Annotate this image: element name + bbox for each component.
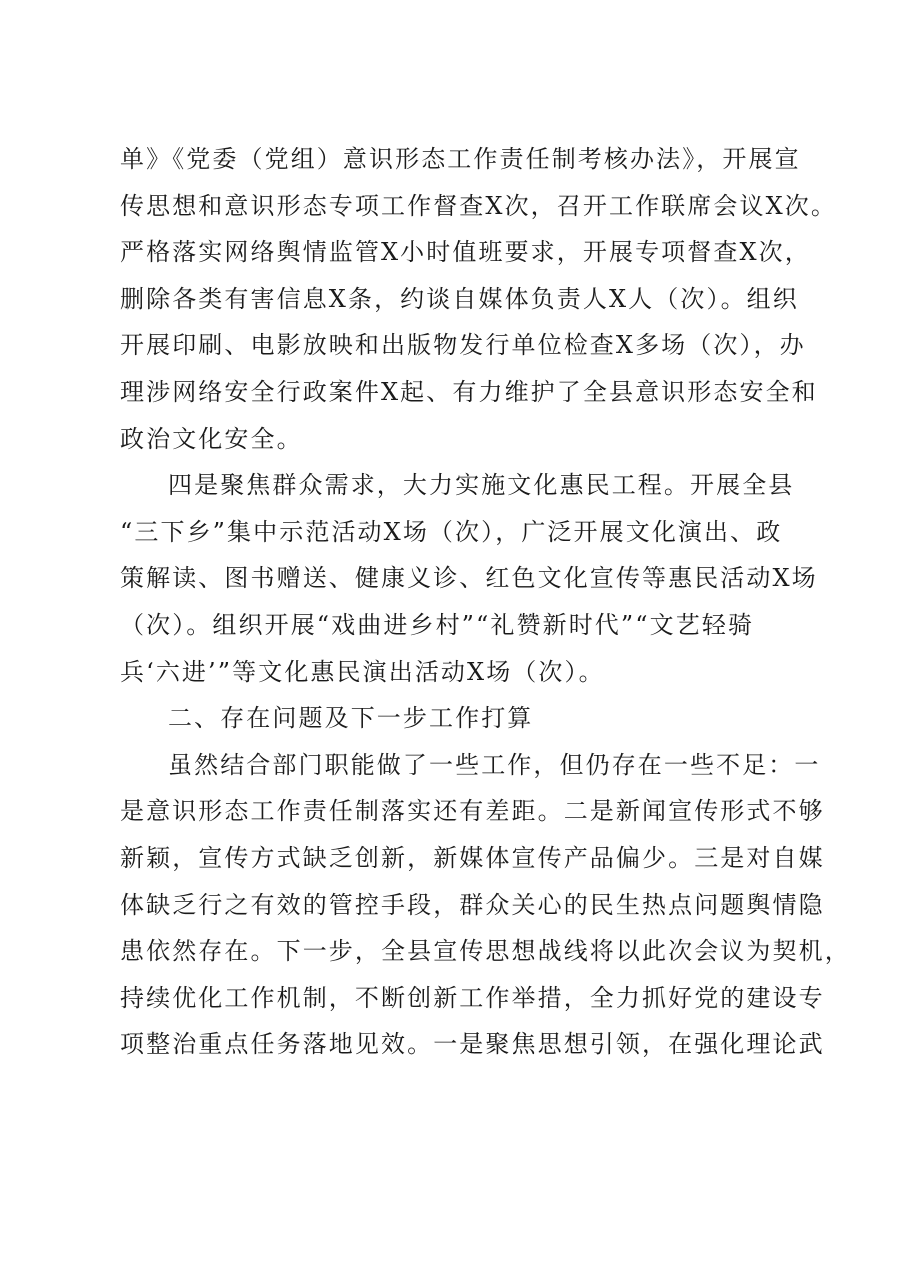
text-line: 新颖，宣传方式缺乏创新，新媒体宣传产品偏少。三是对自媒 xyxy=(120,843,825,872)
text-line: “三下乡”集中示范活动X场（次），广泛开展文化演出、政 xyxy=(120,517,783,546)
text-line: 政治文化安全。 xyxy=(120,424,303,453)
paragraph-first-line: 四是聚焦群众需求，大力实施文化惠民工程。开展全县 xyxy=(168,471,795,500)
text-line: 持续优化工作机制，不断创新工作举措，全力抓好党的建设专 xyxy=(120,983,825,1012)
text-line: 传思想和意识形态专项工作督查X次，召开工作联席会议X次。 xyxy=(120,191,837,220)
text-line: 单》《党委（党组）意识形态工作责任制考核办法》，开展宣 xyxy=(120,145,801,173)
text-line: 严格落实网络舆情监管X小时值班要求，开展专项督查X次， xyxy=(120,238,811,267)
text-line: （次）。组织开展“戏曲进乡村”“礼赞新时代”“文艺轻骑 xyxy=(120,610,755,639)
document-body xyxy=(120,136,851,1068)
text-line: 删除各类有害信息X条，约谈自媒体负责人X人（次）。组织 xyxy=(120,284,799,313)
text-line: 开展印刷、电影放映和出版物发行单位检查X多场（次），办 xyxy=(120,331,806,360)
text-line: 是意识形态工作责任制落实还有差距。二是新闻宣传形式不够 xyxy=(120,797,825,826)
section-heading: 二、存在问题及下一步工作打算 xyxy=(168,704,534,733)
text-line: 理涉网络安全行政案件X起、有力维护了全县意识形态安全和 xyxy=(120,377,818,406)
text-line: 患依然存在。下一步，全县宣传思想战线将以此次会议为契机， xyxy=(120,937,851,966)
paragraph-first-line: 虽然结合部门职能做了一些工作，但仍存在一些不足：一 xyxy=(168,750,821,779)
text-line: 体缺乏行之有效的管控手段，群众关心的民生热点问题舆情隐 xyxy=(120,890,825,919)
text-line: 策解读、图书赠送、健康义诊、红色文化宣传等惠民活动X场 xyxy=(120,564,818,593)
text-line: 项整治重点任务落地见效。一是聚焦思想引领，在强化理论武 xyxy=(120,1030,825,1059)
text-line: 兵‘六进’”等文化惠民演出活动X场（次）。 xyxy=(120,657,605,686)
